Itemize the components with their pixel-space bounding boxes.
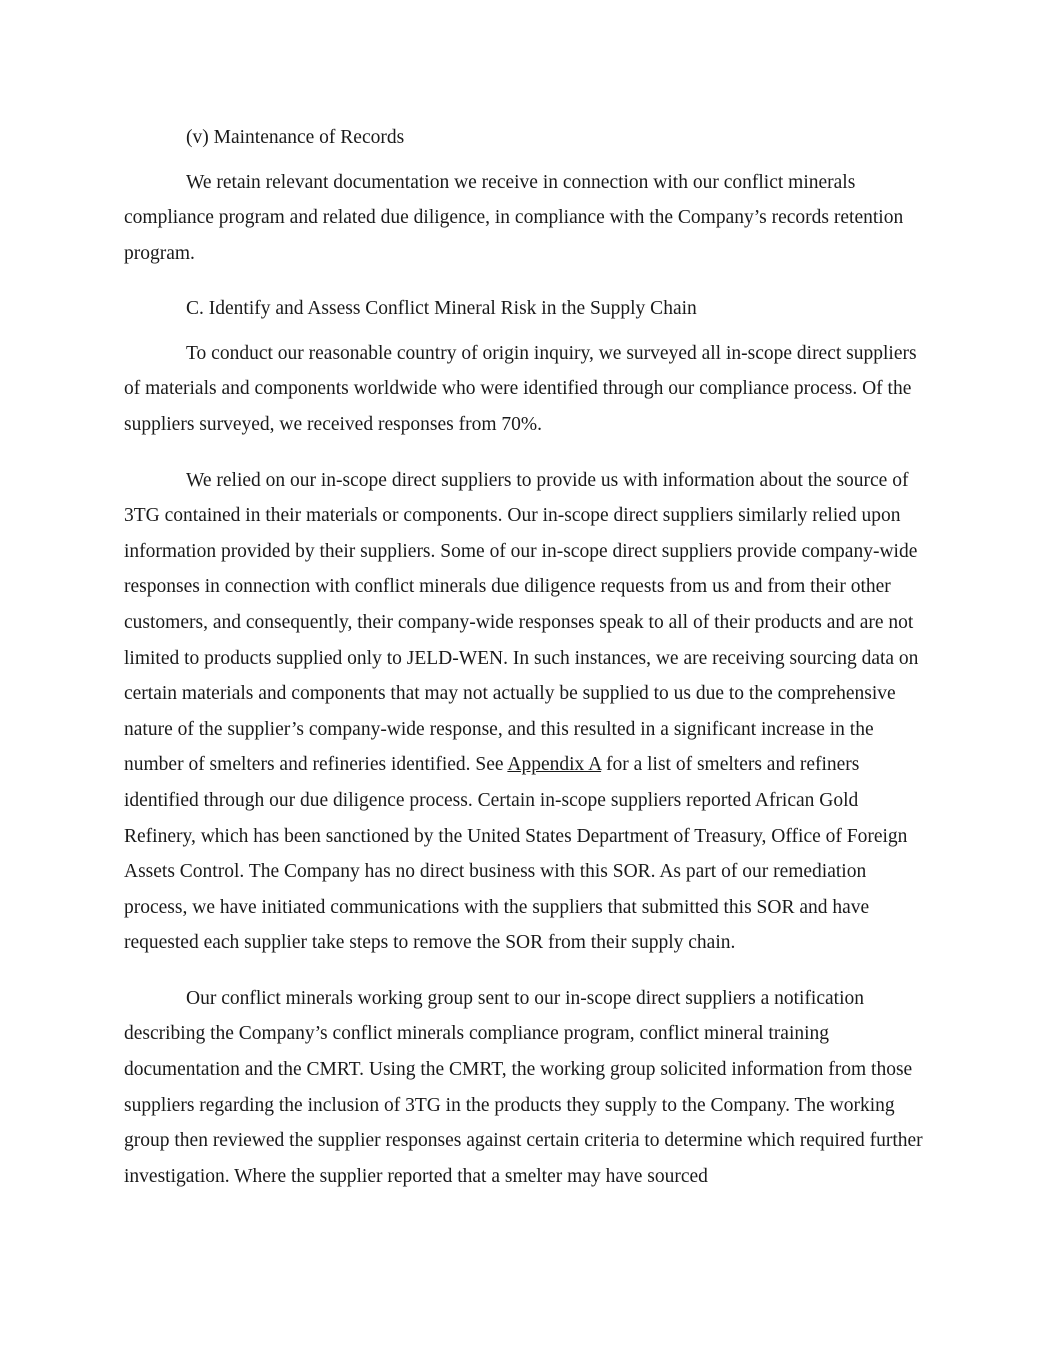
- records-retention-paragraph: We retain relevant documentation we receive in connection with our conflict minerals compliance program and related due diligence, in compliance with the Company’s records retention program.: [124, 171, 904, 264]
- document-page: [124, 120, 934, 1214]
- section-v-heading: (v) Maintenance of Records: [186, 127, 405, 148]
- working-group-paragraph: Our conflict minerals working group sent to our in-scope direct suppliers a notification describing the Company’s conflict minerals compliance program, conflict mineral training documentation and the CMRT. Using the CMRT, the working group solicited information from those suppliers regarding the inclusion of 3TG in the products they supply to the Company. The working group then reviewed the supplier responses against certain criteria to determine which required further investigation. Where the supplier reported that a smelter may have sourced: [124, 987, 923, 1187]
- supplier-paragraph-text-after: for a list of smelters and refiners identified through our due diligence process. Certain in-scope suppliers reported African Gold Refinery, which has been sanctioned by the United States Department of Treasury, Office of Foreign Assets Control. The Company has no direct business with this SOR. As part of our remediation process, we have initiated communications with the suppliers that submitted this SOR and have requested each supplier take steps to remove the SOR from their supply chain.: [124, 754, 908, 954]
- appendix-a-link[interactable]: Appendix A: [507, 754, 602, 776]
- section-c-heading: C. Identify and Assess Conflict Mineral Risk in the Supply Chain: [186, 298, 697, 320]
- country-of-origin-inquiry-paragraph: To conduct our reasonable country of origin inquiry, we surveyed all in-scope direct suppliers of materials and components worldwide who were identified through our compliance process. Of the suppliers surveyed, we received responses from 70%.: [124, 342, 917, 435]
- supplier-information-paragraph: [124, 463, 934, 961]
- supplier-paragraph-text-before: We relied on our in-scope direct suppliers to provide us with information about the source of 3TG contained in their materials or components. Our in-scope direct suppliers similarly relied upon information provided by their suppliers. Some of our in-scope direct suppliers provide company-wide responses in connection with conflict minerals due diligence requests from us and from their other customers, and consequently, their company-wide responses speak to all of their products and are not limited to products supplied only to JELD-WEN. In such instances, we are receiving sourcing data on certain materials and components that may not actually be supplied to us due to the comprehensive nature of the supplier’s company-wide response, and this resulted in a significant increase in the number of smelters and refineries identified. See: [124, 469, 919, 776]
